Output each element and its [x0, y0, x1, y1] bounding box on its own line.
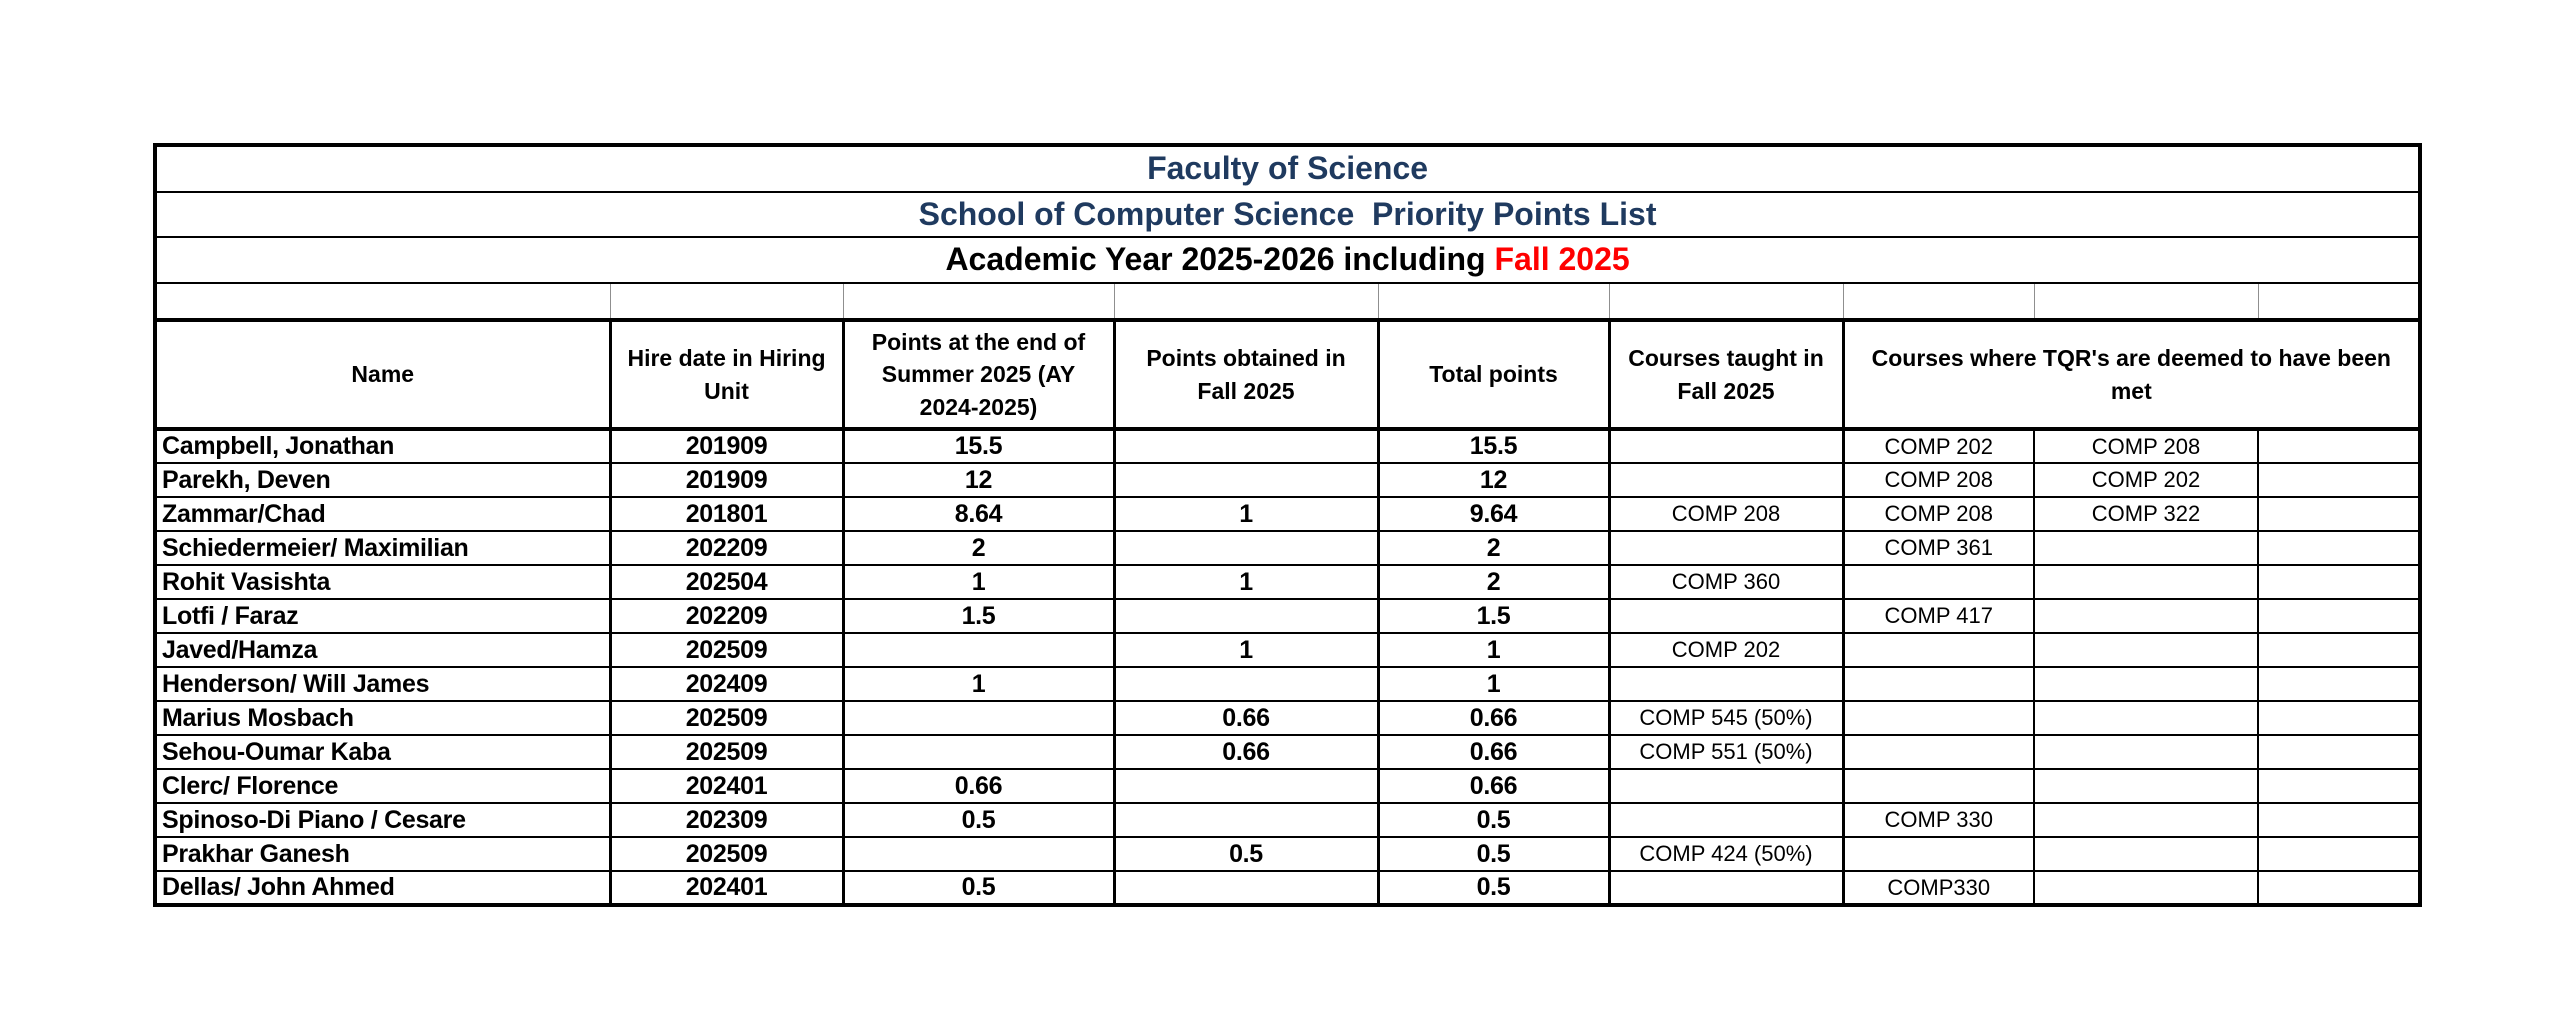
cell-tqr-2 [2034, 769, 2258, 803]
cell-name: Clerc/ Florence [155, 769, 610, 803]
header-points-summer: Points at the end of Summer 2025 (AY 2024-2025) [843, 320, 1114, 429]
academic-year-text: Academic Year 2025-2026 including [945, 241, 1495, 278]
cell-name: Campbell, Jonathan [155, 429, 610, 463]
cell-points-summer [843, 837, 1114, 871]
cell-points-summer: 1.5 [843, 599, 1114, 633]
spacer-cell [1609, 283, 1843, 320]
cell-tqr-2: COMP 208 [2034, 429, 2258, 463]
cell-points-summer: 2 [843, 531, 1114, 565]
cell-tqr-3 [2258, 701, 2420, 735]
cell-hire-date: 202509 [610, 735, 843, 769]
cell-points-fall: 0.66 [1114, 735, 1378, 769]
header-tqr: Courses where TQR's are deemed to have been met [1843, 320, 2420, 429]
spacer-cell [1843, 283, 2034, 320]
cell-total-points: 0.5 [1378, 803, 1609, 837]
cell-points-summer: 1 [843, 565, 1114, 599]
cell-tqr-2 [2034, 599, 2258, 633]
cell-tqr-3 [2258, 769, 2420, 803]
cell-points-fall [1114, 667, 1378, 701]
cell-name: Spinoso-Di Piano / Cesare [155, 803, 610, 837]
header-total-points: Total points [1378, 320, 1609, 429]
cell-points-fall: 1 [1114, 565, 1378, 599]
cell-courses-taught: COMP 551 (50%) [1609, 735, 1843, 769]
cell-tqr-2 [2034, 803, 2258, 837]
cell-tqr-1: COMP 417 [1843, 599, 2034, 633]
table-row [155, 701, 2420, 735]
cell-points-fall: 0.5 [1114, 837, 1378, 871]
spacer-cell [610, 283, 843, 320]
cell-courses-taught: COMP 424 (50%) [1609, 837, 1843, 871]
cell-points-fall: 1 [1114, 633, 1378, 667]
cell-tqr-3 [2258, 667, 2420, 701]
table-row [155, 837, 2420, 871]
cell-name: Rohit Vasishta [155, 565, 610, 599]
cell-points-fall [1114, 429, 1378, 463]
cell-hire-date: 202504 [610, 565, 843, 599]
cell-courses-taught [1609, 667, 1843, 701]
spacer-cell [1378, 283, 1609, 320]
cell-courses-taught [1609, 599, 1843, 633]
title-row-academic-year [155, 237, 2420, 283]
cell-hire-date: 201801 [610, 497, 843, 531]
cell-name: Parekh, Deven [155, 463, 610, 497]
cell-points-summer [843, 735, 1114, 769]
cell-tqr-2 [2034, 667, 2258, 701]
cell-courses-taught: COMP 202 [1609, 633, 1843, 667]
title-row-school [155, 192, 2420, 237]
table-row [155, 565, 2420, 599]
cell-courses-taught [1609, 429, 1843, 463]
cell-points-fall [1114, 803, 1378, 837]
table-row [155, 803, 2420, 837]
cell-tqr-1: COMP 361 [1843, 531, 2034, 565]
table-row [155, 667, 2420, 701]
header-points-fall: Points obtained in Fall 2025 [1114, 320, 1378, 429]
priority-points-table [153, 143, 2422, 907]
cell-tqr-1 [1843, 565, 2034, 599]
cell-tqr-1 [1843, 701, 2034, 735]
cell-tqr-3 [2258, 803, 2420, 837]
spacer-cell [155, 283, 610, 320]
cell-tqr-3 [2258, 871, 2420, 905]
cell-points-fall [1114, 463, 1378, 497]
cell-tqr-3 [2258, 531, 2420, 565]
title-faculty: Faculty of Science [155, 145, 2420, 192]
table-row [155, 463, 2420, 497]
cell-hire-date: 202209 [610, 599, 843, 633]
cell-tqr-1 [1843, 633, 2034, 667]
cell-courses-taught: COMP 360 [1609, 565, 1843, 599]
cell-tqr-3 [2258, 497, 2420, 531]
cell-courses-taught: COMP 208 [1609, 497, 1843, 531]
cell-hire-date: 202509 [610, 701, 843, 735]
cell-points-fall [1114, 871, 1378, 905]
cell-total-points: 0.66 [1378, 701, 1609, 735]
cell-total-points: 0.66 [1378, 769, 1609, 803]
cell-tqr-1: COMP 202 [1843, 429, 2034, 463]
cell-name: Zammar/Chad [155, 497, 610, 531]
cell-name: Lotfi / Faraz [155, 599, 610, 633]
cell-tqr-1: COMP 208 [1843, 497, 2034, 531]
table-row [155, 633, 2420, 667]
cell-tqr-3 [2258, 463, 2420, 497]
cell-total-points: 1 [1378, 633, 1609, 667]
header-hire-date: Hire date in Hiring Unit [610, 320, 843, 429]
cell-points-summer [843, 701, 1114, 735]
cell-total-points: 1.5 [1378, 599, 1609, 633]
cell-tqr-2 [2034, 565, 2258, 599]
cell-total-points: 15.5 [1378, 429, 1609, 463]
cell-points-fall [1114, 531, 1378, 565]
cell-tqr-2: COMP 322 [2034, 497, 2258, 531]
cell-points-fall [1114, 769, 1378, 803]
cell-total-points: 12 [1378, 463, 1609, 497]
cell-points-summer: 15.5 [843, 429, 1114, 463]
table-row [155, 871, 2420, 905]
cell-name: Dellas/ John Ahmed [155, 871, 610, 905]
table-row [155, 769, 2420, 803]
cell-total-points: 0.5 [1378, 837, 1609, 871]
cell-tqr-2 [2034, 701, 2258, 735]
title-academic-year [155, 237, 2420, 283]
cell-name: Javed/Hamza [155, 633, 610, 667]
cell-points-summer: 0.66 [843, 769, 1114, 803]
cell-total-points: 0.5 [1378, 871, 1609, 905]
cell-name: Schiedermeier/ Maximilian [155, 531, 610, 565]
cell-tqr-2 [2034, 871, 2258, 905]
cell-points-summer: 0.5 [843, 871, 1114, 905]
cell-courses-taught [1609, 769, 1843, 803]
cell-tqr-1 [1843, 837, 2034, 871]
cell-tqr-2 [2034, 735, 2258, 769]
cell-hire-date: 202309 [610, 803, 843, 837]
cell-points-summer: 1 [843, 667, 1114, 701]
cell-hire-date: 202209 [610, 531, 843, 565]
cell-hire-date: 202401 [610, 871, 843, 905]
cell-tqr-1: COMP 208 [1843, 463, 2034, 497]
cell-tqr-1 [1843, 667, 2034, 701]
cell-courses-taught [1609, 871, 1843, 905]
cell-courses-taught [1609, 531, 1843, 565]
cell-points-summer: 8.64 [843, 497, 1114, 531]
cell-total-points: 2 [1378, 565, 1609, 599]
cell-points-summer [843, 633, 1114, 667]
cell-hire-date: 202509 [610, 633, 843, 667]
academic-year-highlight: Fall 2025 [1494, 241, 1630, 278]
cell-tqr-1 [1843, 769, 2034, 803]
cell-tqr-3 [2258, 565, 2420, 599]
cell-points-fall: 1 [1114, 497, 1378, 531]
cell-hire-date: 201909 [610, 463, 843, 497]
table-row [155, 531, 2420, 565]
cell-name: Prakhar Ganesh [155, 837, 610, 871]
cell-points-fall [1114, 599, 1378, 633]
cell-courses-taught [1609, 803, 1843, 837]
title-school: School of Computer Science Priority Points List [155, 192, 2420, 237]
spacer-cell [843, 283, 1114, 320]
cell-tqr-2: COMP 202 [2034, 463, 2258, 497]
cell-tqr-3 [2258, 735, 2420, 769]
cell-tqr-3 [2258, 633, 2420, 667]
cell-tqr-2 [2034, 531, 2258, 565]
cell-tqr-3 [2258, 837, 2420, 871]
table-row [155, 735, 2420, 769]
header-row [155, 320, 2420, 429]
cell-tqr-1: COMP330 [1843, 871, 2034, 905]
cell-total-points: 1 [1378, 667, 1609, 701]
cell-tqr-2 [2034, 633, 2258, 667]
cell-tqr-3 [2258, 599, 2420, 633]
spacer-cell [1114, 283, 1378, 320]
cell-hire-date: 201909 [610, 429, 843, 463]
cell-points-summer: 12 [843, 463, 1114, 497]
header-courses-taught: Courses taught in Fall 2025 [1609, 320, 1843, 429]
cell-tqr-2 [2034, 837, 2258, 871]
cell-points-summer: 0.5 [843, 803, 1114, 837]
cell-tqr-1 [1843, 735, 2034, 769]
cell-tqr-1: COMP 330 [1843, 803, 2034, 837]
cell-tqr-3 [2258, 429, 2420, 463]
cell-name: Sehou-Oumar Kaba [155, 735, 610, 769]
cell-total-points: 2 [1378, 531, 1609, 565]
table-row [155, 599, 2420, 633]
cell-name: Marius Mosbach [155, 701, 610, 735]
spacer-row [155, 283, 2420, 320]
cell-hire-date: 202401 [610, 769, 843, 803]
header-name: Name [155, 320, 610, 429]
cell-points-fall: 0.66 [1114, 701, 1378, 735]
cell-hire-date: 202509 [610, 837, 843, 871]
cell-total-points: 9.64 [1378, 497, 1609, 531]
table-row [155, 429, 2420, 463]
spacer-cell [2034, 283, 2258, 320]
spacer-cell [2258, 283, 2420, 320]
cell-name: Henderson/ Will James [155, 667, 610, 701]
cell-courses-taught: COMP 545 (50%) [1609, 701, 1843, 735]
cell-hire-date: 202409 [610, 667, 843, 701]
title-row-faculty [155, 145, 2420, 192]
cell-courses-taught [1609, 463, 1843, 497]
cell-total-points: 0.66 [1378, 735, 1609, 769]
table-row [155, 497, 2420, 531]
